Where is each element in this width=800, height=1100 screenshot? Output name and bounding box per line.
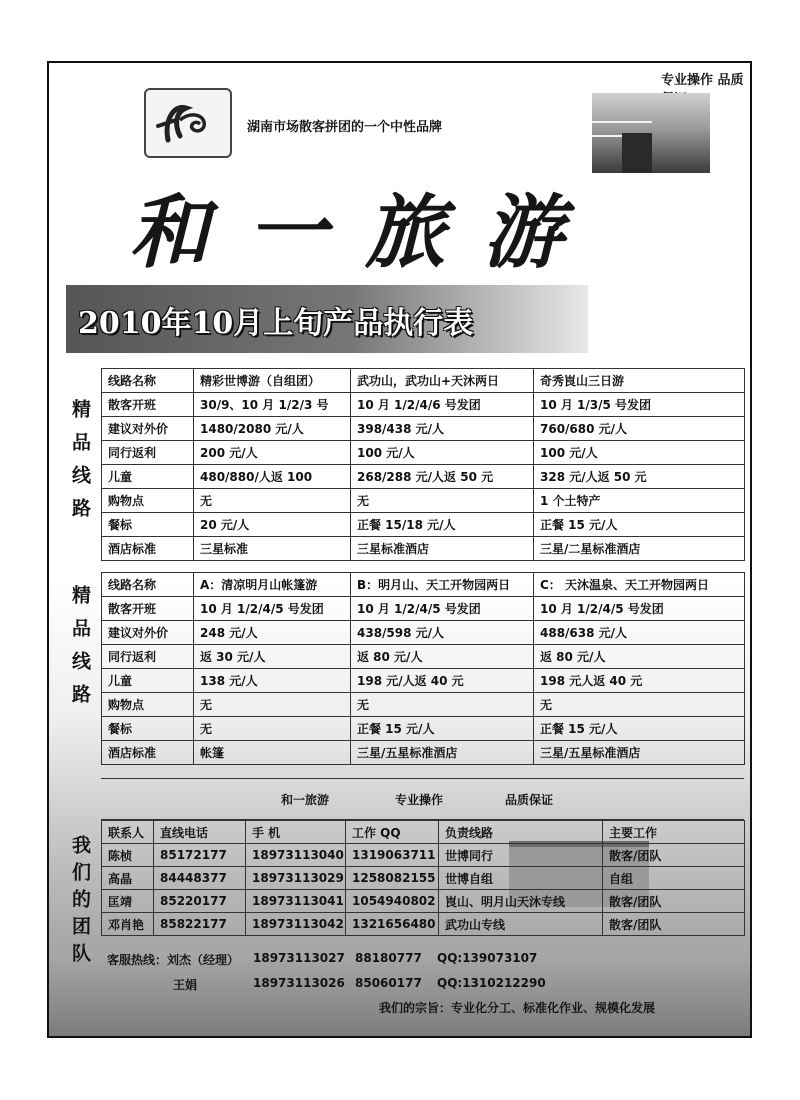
table-cell: 手 机 xyxy=(246,821,346,844)
table-cell: 世博自组 xyxy=(439,867,603,890)
table-cell: 480/880/人返 100 xyxy=(194,465,351,489)
table-cell: 200 元/人 xyxy=(194,441,351,465)
table-cell: 760/680 元/人 xyxy=(534,417,745,441)
table-cell: 无 xyxy=(534,693,745,717)
section-label-text: 精品线路 xyxy=(69,585,91,717)
row-label-cell: 散客开班 xyxy=(102,393,194,417)
row-label-cell: 邓肖艳 xyxy=(102,913,154,936)
table-row xyxy=(102,465,745,489)
table-row xyxy=(102,890,745,913)
table-row xyxy=(102,821,745,844)
table-cell: 438/598 元/人 xyxy=(351,621,534,645)
table-row xyxy=(102,717,745,741)
row-label-cell: 建议对外价 xyxy=(102,621,194,645)
table-cell: 18973113041 xyxy=(246,890,346,913)
top-tagline: 专业操作 品质 xyxy=(661,73,744,88)
table-cell: 85172177 xyxy=(154,844,246,867)
row-label-cell: 同行返利 xyxy=(102,441,194,465)
row-label-cell: 散客开班 xyxy=(102,597,194,621)
table-cell: B：明月山、天工开物园两日 xyxy=(351,573,534,597)
table-cell: 30/9、10 月 1/2/3 号 xyxy=(194,393,351,417)
table-cell: 100 元/人 xyxy=(534,441,745,465)
team-table xyxy=(101,820,745,936)
row-label-cell: 高晶 xyxy=(102,867,154,890)
table-cell: 398/438 元/人 xyxy=(351,417,534,441)
table-row xyxy=(102,369,745,393)
table-cell: 100 元/人 xyxy=(351,441,534,465)
table-row xyxy=(102,573,745,597)
table-cell: 18973113040 xyxy=(246,844,346,867)
table-cell: 工作 QQ xyxy=(346,821,439,844)
table-cell: C： 天沐温泉、天工开物园两日 xyxy=(534,573,745,597)
table-cell: 198 元人返 40 元 xyxy=(534,669,745,693)
table-cell: 散客/团队 xyxy=(603,913,745,936)
row-label-cell: 陈桢 xyxy=(102,844,154,867)
table-cell: 三星/五星标准酒店 xyxy=(534,741,745,765)
table-row xyxy=(102,867,745,890)
table-cell: 帐篷 xyxy=(194,741,351,765)
table-cell: 正餐 15 元/人 xyxy=(351,717,534,741)
table-cell: 198 元/人返 40 元 xyxy=(351,669,534,693)
table-cell: A：清凉明月山帐篷游 xyxy=(194,573,351,597)
table-cell: 正餐 15 元/人 xyxy=(534,717,745,741)
table-row xyxy=(102,741,745,765)
slogan-row xyxy=(101,778,744,820)
table-cell: 328 元/人返 50 元 xyxy=(534,465,745,489)
hotline-qq-1: QQ:139073107 xyxy=(437,951,538,965)
table-cell: 正餐 15/18 元/人 xyxy=(351,513,534,537)
row-label-cell: 酒店标准 xyxy=(102,537,194,561)
table-cell: 直线电话 xyxy=(154,821,246,844)
section-label-2 xyxy=(59,585,101,717)
table-cell: 1054940802 xyxy=(346,890,439,913)
table-cell: 10 月 1/2/4/6 号发团 xyxy=(351,393,534,417)
table-row xyxy=(102,669,745,693)
row-label-cell: 线路名称 xyxy=(102,369,194,393)
table-cell: 10 月 1/2/4/5 号发团 xyxy=(194,597,351,621)
table-cell: 1258082155 xyxy=(346,867,439,890)
table-cell: 无 xyxy=(194,717,351,741)
hotline-phone-2: 85060177 xyxy=(355,976,422,990)
table-row xyxy=(102,417,745,441)
banner-title: 2010年10月上旬产品执行表 xyxy=(78,306,474,341)
table-cell: 精彩世博游（自组团） xyxy=(194,369,351,393)
table-row xyxy=(102,597,745,621)
scenic-photo xyxy=(592,93,710,173)
table-cell: 三星/五星标准酒店 xyxy=(351,741,534,765)
table-cell: 无 xyxy=(351,489,534,513)
table-cell: 18973113042 xyxy=(246,913,346,936)
table-cell: 无 xyxy=(351,693,534,717)
row-label-cell: 儿童 xyxy=(102,465,194,489)
table-cell: 三星标准 xyxy=(194,537,351,561)
table-row xyxy=(102,645,745,669)
table-row xyxy=(102,913,745,936)
table-cell: 10 月 1/2/4/5 号发团 xyxy=(534,597,745,621)
hotline-label: 客服热线：刘杰（经理） xyxy=(107,953,240,967)
table-cell: 三星/二星标准酒店 xyxy=(534,537,745,561)
row-label-cell: 儿童 xyxy=(102,669,194,693)
table-cell: 85822177 xyxy=(154,913,246,936)
hotline-qq-2: QQ:1310212290 xyxy=(437,976,546,990)
table-cell: 武功山专线 xyxy=(439,913,603,936)
table-row xyxy=(102,844,745,867)
row-label-cell: 餐标 xyxy=(102,513,194,537)
table-row xyxy=(102,693,745,717)
brand-tagline: 湖南市场散客拼团的一个中性品牌 xyxy=(247,120,443,135)
table-row xyxy=(102,489,745,513)
table-cell: 散客/团队 xyxy=(603,844,745,867)
route-table-2 xyxy=(101,572,745,765)
table-cell: 主要工作 xyxy=(603,821,745,844)
brand-title: 和一旅游 xyxy=(129,185,601,279)
slogan-2: 专业操作 xyxy=(395,793,444,807)
route-table-1 xyxy=(101,368,745,561)
logo-icon xyxy=(146,90,230,156)
slogan-1: 和一旅游 xyxy=(281,793,330,807)
table-cell: 正餐 15 元/人 xyxy=(534,513,745,537)
table-row xyxy=(102,393,745,417)
table-cell: 1319063711 xyxy=(346,844,439,867)
table-cell: 1480/2080 元/人 xyxy=(194,417,351,441)
row-label-cell: 同行返利 xyxy=(102,645,194,669)
team-label-text: 我们的团队 xyxy=(69,835,91,970)
row-label-cell: 餐标 xyxy=(102,717,194,741)
table-cell: 1 个土特产 xyxy=(534,489,745,513)
table-cell: 84448377 xyxy=(154,867,246,890)
section-label-1 xyxy=(59,399,101,531)
table-cell: 返 80 元/人 xyxy=(351,645,534,669)
table-cell: 三星标准酒店 xyxy=(351,537,534,561)
table-cell: 散客/团队 xyxy=(603,890,745,913)
table-row xyxy=(102,621,745,645)
hotline-name-2: 王娟 xyxy=(173,978,198,992)
table-cell: 武功山，武功山+天沐两日 xyxy=(351,369,534,393)
table-cell: 268/288 元/人返 50 元 xyxy=(351,465,534,489)
row-label-cell: 购物点 xyxy=(102,489,194,513)
row-label-cell: 线路名称 xyxy=(102,573,194,597)
slogan-3: 品质保证 xyxy=(505,793,554,807)
flyer-frame xyxy=(47,61,752,1038)
hotline-mobile-2: 18973113026 xyxy=(253,976,345,990)
table-cell: 返 80 元/人 xyxy=(534,645,745,669)
table-cell: 488/638 元/人 xyxy=(534,621,745,645)
hotline-phone-1: 88180777 xyxy=(355,951,422,965)
brand-logo xyxy=(144,88,232,158)
table-cell: 崀山、明月山天沐专线 xyxy=(439,890,603,913)
row-label-cell: 联系人 xyxy=(102,821,154,844)
hotline-mobile-1: 18973113027 xyxy=(253,951,345,965)
row-label-cell: 购物点 xyxy=(102,693,194,717)
table-cell: 无 xyxy=(194,693,351,717)
table-cell: 奇秀崀山三日游 xyxy=(534,369,745,393)
table-cell: 138 元/人 xyxy=(194,669,351,693)
table-cell: 248 元/人 xyxy=(194,621,351,645)
schedule-banner xyxy=(66,285,588,353)
team-label xyxy=(59,835,101,970)
table-cell: 18973113029 xyxy=(246,867,346,890)
table-cell: 10 月 1/2/4/5 号发团 xyxy=(351,597,534,621)
row-label-cell: 匡靖 xyxy=(102,890,154,913)
row-label-cell: 建议对外价 xyxy=(102,417,194,441)
table-cell: 85220177 xyxy=(154,890,246,913)
section-label-text: 精品线路 xyxy=(69,399,91,531)
table-cell: 负责线路 xyxy=(439,821,603,844)
table-row xyxy=(102,537,745,561)
table-row xyxy=(102,441,745,465)
table-cell: 10 月 1/3/5 号发团 xyxy=(534,393,745,417)
table-cell: 无 xyxy=(194,489,351,513)
table-cell: 1321656480 xyxy=(346,913,439,936)
table-cell: 世博同行 xyxy=(439,844,603,867)
table-cell: 20 元/人 xyxy=(194,513,351,537)
table-row xyxy=(102,513,745,537)
table-cell: 自组 xyxy=(603,867,745,890)
company-motto: 我们的宗旨：专业化分工、标准化作业、规模化发展 xyxy=(379,1001,656,1015)
row-label-cell: 酒店标准 xyxy=(102,741,194,765)
table-cell: 返 30 元/人 xyxy=(194,645,351,669)
